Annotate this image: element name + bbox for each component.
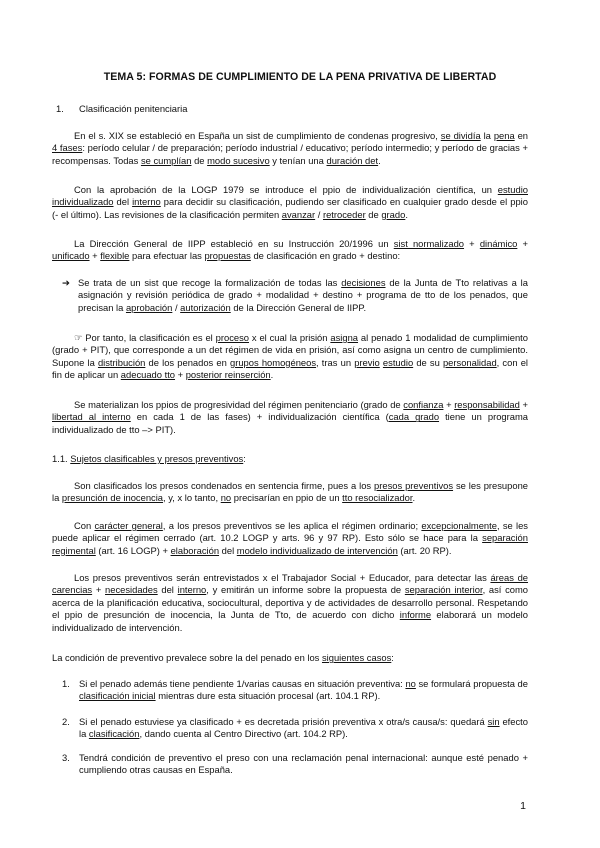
list-item: 3. Tendrá condición de preventivo el preso con una reclamación penal internacional: aunque esté penado + cumpliendo otras causas en España. xyxy=(62,752,528,776)
paragraph-por-tanto: ☞ Por tanto, la clasificación es el proceso x el cual la prisión asigna al penado 1 modalidad de cumplimiento (grado + PIT), que corresponde a un det régimen de vida en prisión, así como asigna un centro de cumplimiento. Supone la distribución de los penados en grupos homogéneos, tras un previo estudio de su personalidad, con el fin de aplicar un adecuado tto + posterior reinserción. xyxy=(52,332,528,381)
arrow-right-icon: ➔ xyxy=(62,277,70,288)
section-1-1-label: Sujetos clasificables y presos preventivos xyxy=(70,453,244,464)
paragraph-entrevistados: Los presos preventivos serán entrevistados x el Trabajador Social + Educador, para detectar las áreas de carencias + necesidades del interno, y emitirán un informe sobre la propuesta de separación interior, así como acerca de la planificación educativa, sociocultural, deportiva y de actividades de desarrollo personal. Respetando el ppio de presunción de inocencia, la Junta de Tto, de acuerdo con dicho informe elaborará un modelo individualizado de intervención. xyxy=(52,572,529,633)
paragraph-clasificados: Son clasificados los presos condenados en sentencia firme, pues a los presos preventivos se les presupone la presunción de inocencia, y, x lo tanto, no precisarían en ppio de un tto resocializador. xyxy=(52,480,529,504)
section-1-number: 1. xyxy=(56,103,64,114)
paragraph-instruccion-20-1996: La Dirección General de IIPP estableció en su Instrucción 20/1996 un sist normalizado + dinámico + unificado + flexible para efectuar las propuestas de clasificación en grado + destino: xyxy=(52,238,528,262)
section-1-1-number: 1.1. xyxy=(52,453,68,464)
paragraph-fases: En el s. XIX se estableció en España un sist de cumplimiento de condenas progresivo, se dividía la pena en 4 fases: período celular / de preparación; período industrial / educativo; período intermedio; y período de gracias + recompensas. Todas se cumplían de modo sucesivo y tenían una duración det. xyxy=(52,130,529,166)
page-number: 1 xyxy=(520,800,526,812)
list-item: 1. Si el penado además tiene pendiente 1/varias causas en situación preventiva: no se formulará propuesta de clasificación inicial mientras dure esta situación procesal (art. 104.1 RP). xyxy=(62,678,528,702)
arrow-bullet-item: ➔ Se trata de un sist que recoge la formalización de todas las decisiones de la Junta de Tto relativas a la asignación y revisión periódica de grado + modalidad + destino + programa de tto de los penados, que precisan la aprobación / autorización de la Dirección General de IIPP. xyxy=(62,277,528,313)
paragraph-caracter-general: Con carácter general, a los presos preventivos se les aplica el régimen ordinario; excepcionalmente, se les puede aplicar el régimen cerrado (art. 10.2 LOGP y arts. 96 y 97 RP). Esto sólo se hace para la separación regimental (art. 16 LOGP) + elaboración del modelo individualizado de intervención (art. 20 RP). xyxy=(52,520,528,556)
paragraph-condicion-preventivo: La condición de preventivo prevalece sobre la del penado en los siguientes casos: xyxy=(52,652,394,663)
section-1-label: Clasificación penitenciaria xyxy=(79,103,188,114)
section-1-1-heading: 1.1. Sujetos clasificables y presos preventivos: xyxy=(52,453,246,464)
paragraph-logp-1979: Con la aprobación de la LOGP 1979 se introduce el ppio de individualización científica, un estudio individualizado del interno para decidir su clasificación, pudiendo ser clasificado en cualquier grado desde el ppio (- el último). Las revisiones de la clasificación permiten avanzar / retroceder de grado. xyxy=(52,184,528,220)
paragraph-progresividad: Se materializan los ppios de progresividad del régimen penitenciario (grado de confianza + responsabilidad + libertad al interno en cada 1 de las fases) + individualización científica (cada grado tiene un programa individualizado de tto –> PIT). xyxy=(52,399,528,435)
list-item: 2. Si el penado estuviese ya clasificado + es decretada prisión preventiva x otra/s causa/s: quedará sin efecto la clasificación, dando cuenta al Centro Directivo (art. 104.2 RP). xyxy=(62,716,528,740)
section-1-heading xyxy=(56,103,187,115)
document-title: TEMA 5: FORMAS DE CUMPLIMIENTO DE LA PENA PRIVATIVA DE LIBERTAD xyxy=(103,71,497,83)
